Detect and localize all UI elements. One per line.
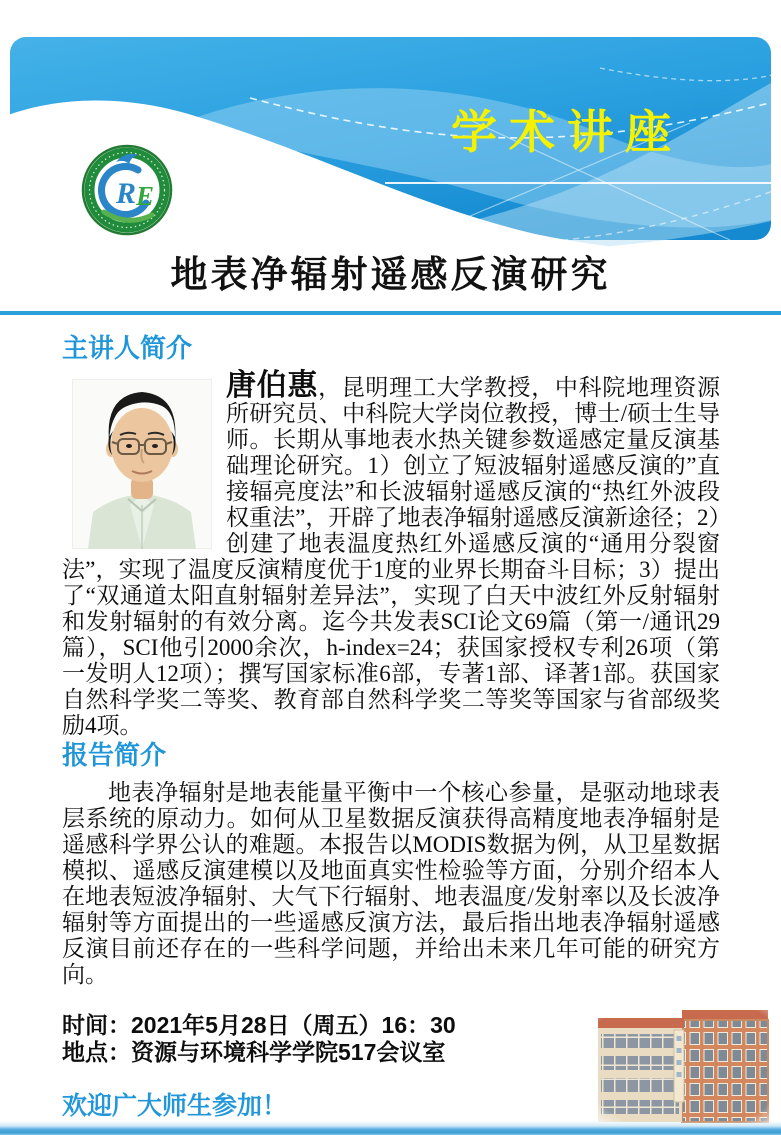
report-section	[62, 735, 720, 988]
welcome-message: 欢迎广大师生参加！	[62, 1092, 288, 1120]
banner-graphic	[0, 28, 781, 258]
page-title: 地表净辐射遥感反演研究	[170, 255, 611, 296]
report-body-paragraph: 地表净辐射是地表能量平衡中一个核心参量，是驱动地球表层系统的原动力。如何从卫星数据反演获得高精度地表净辐射是遥感科学界公认的难题。本报告以MODIS数据为例，从卫星数据模拟、遥感反演建模以及地面真实性检验等方面，分别介绍本人在地表短波净辐射、大气下行辐射、地表温度/发射率以及长波净辐射等方面提出的一些遥感反演方法，最后指出地表净辐射遥感反演目前还存在的一些科学问题，并给出未来几年可能的研究方向。	[62, 780, 720, 987]
event-type-text: 学术讲座	[451, 106, 683, 158]
divider-line	[0, 311, 781, 315]
building-photo	[590, 996, 780, 1128]
speaker-name: 唐伯惠	[226, 369, 319, 402]
speaker-photo	[72, 379, 212, 549]
speaker-section	[62, 328, 720, 739]
event-details	[62, 1012, 622, 1066]
event-time: 时间：2021年5月28日（周五）16：30	[62, 1012, 456, 1038]
bottom-accent-bar	[0, 1121, 781, 1135]
event-location: 地点：资源与环境科学学院517会议室	[62, 1039, 446, 1065]
speaker-heading: 主讲人简介	[62, 333, 193, 363]
speaker-bio-text: ，昆明理工大学教授，中科院地理资源所研究员、中科院大学岗位教授，博士/硕士生导师。长期从事地表水热关键参数遥感定量反演基础理论研究。1）创立了短波辐射遥感反演的”直接辐亮度法”和长波辐射遥感反演的“热红外波段权重法”，开辟了地表净辐射遥感反演新途径；2）创建了地表温度热红外遥感反演的“通用分裂窗法”，实现了温度反演精度优于1度的业界长期奋斗目标；3）提出了“双通道太阳直射辐射差异法”，实现了白天中波红外反射辐射和发射辐射的有效分离。迄今共发表SCI论文69篇（第一/通讯29篇），SCI他引2000余次，h-index=24；获国家授权专利26项（第一发明人12项）；撰写国家标准6部，专著1部、译著1部。获国家自然科学奖二等奖、教育部自然科学奖二等奖等国家与省部级奖励4项。	[62, 375, 721, 738]
institute-logo	[83, 146, 171, 234]
logo-letter-e: E	[136, 181, 155, 211]
logo-letter-r: R	[116, 177, 137, 210]
speaker-bio-paragraph	[62, 369, 721, 739]
report-heading: 报告简介	[62, 740, 167, 770]
